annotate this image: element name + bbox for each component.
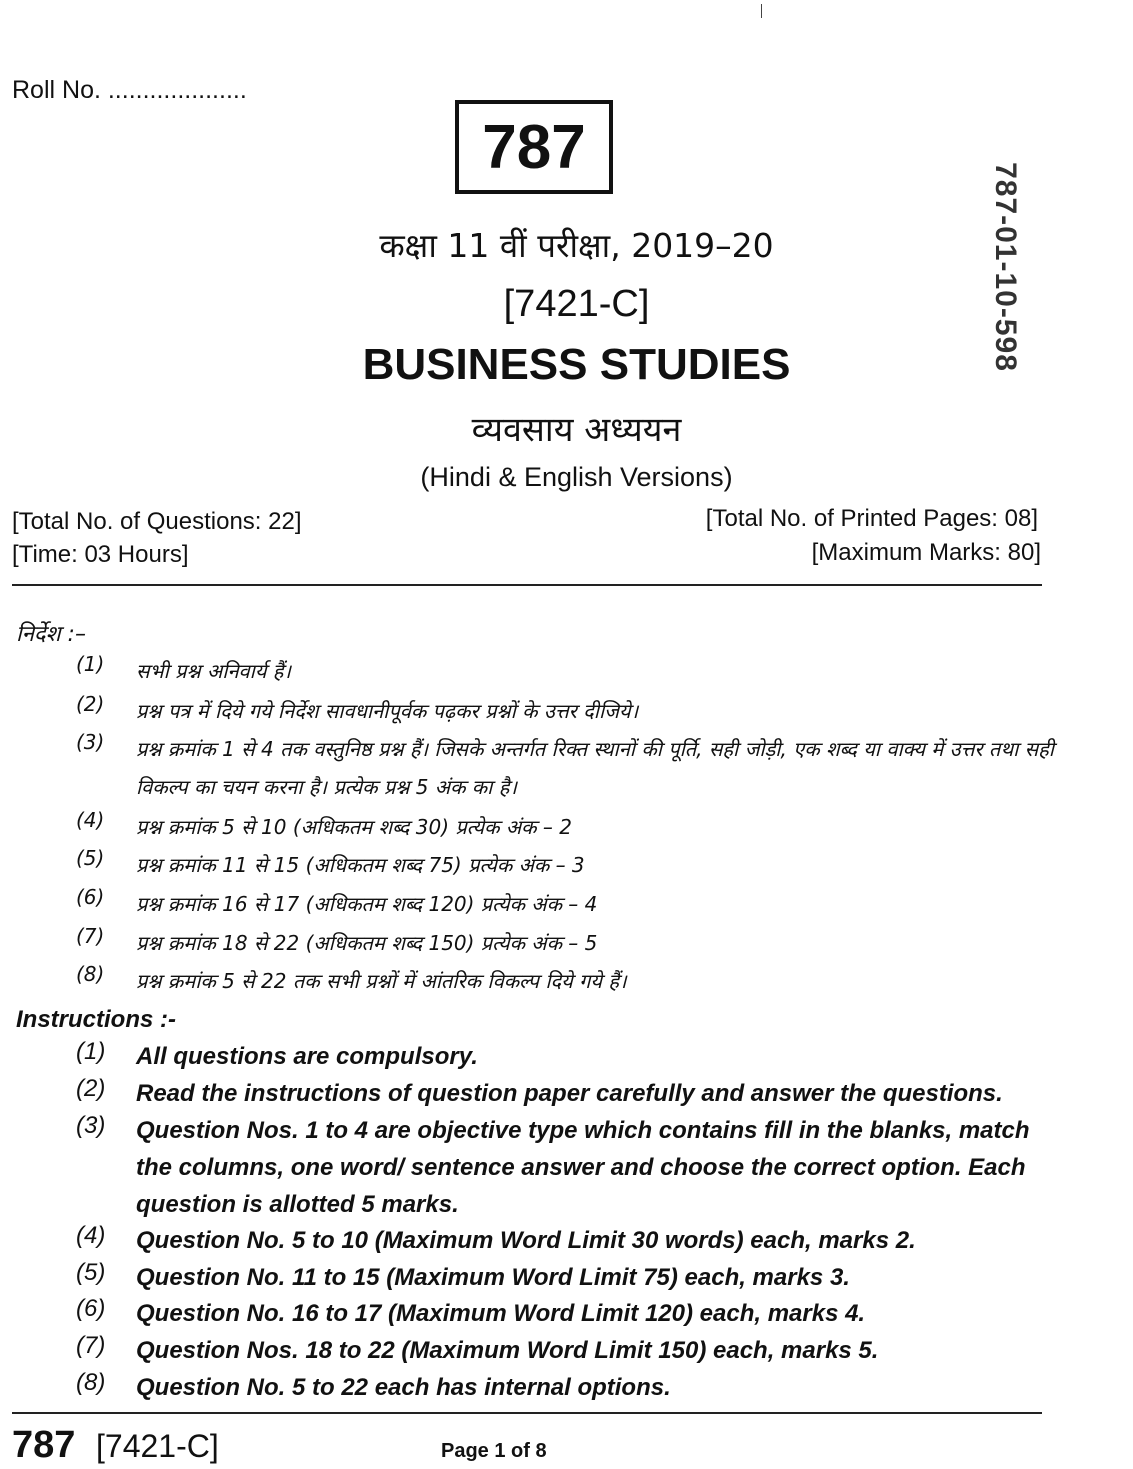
hindi-instruction-item (0, 924, 1133, 962)
item-number: (3) (76, 730, 105, 754)
english-instructions-heading: Instructions :- (16, 1006, 176, 1033)
english-instruction-item (0, 1222, 1133, 1259)
scan-mark (761, 4, 762, 18)
item-number: (6) (76, 885, 105, 909)
footer-paper-code: [7421-C] (96, 1428, 219, 1464)
hindi-instruction-item (0, 808, 1133, 846)
subject-title-hindi: व्यवसाय अध्ययन (471, 410, 682, 450)
item-number: (1) (76, 1038, 106, 1065)
item-number: (4) (76, 1222, 106, 1249)
hindi-instruction-item (0, 846, 1133, 884)
english-instruction-item (0, 1075, 1133, 1112)
exam-title: कक्षा 11 वीं परीक्षा, 2019–20 (379, 226, 774, 265)
item-text: Question No. 11 to 15 (Maximum Word Limit 75) each, marks 3. (136, 1264, 850, 1291)
item-text: प्रश्न क्रमांक 1 से 4 तक वस्तुनिष्ठ प्रश्न हैं। जिसके अन्तर्गत रिक्त स्थानों की पूर्ति, सही जोड़ी, एक शब्द या वाक्य में उत्तर तथा सही विकल्प का चयन करना है। प्रत्येक प्रश्न 5 अंक का है। (136, 737, 1054, 799)
versions-note: (Hindi & English Versions) (420, 462, 733, 492)
hindi-instruction-item (0, 692, 1133, 730)
item-number: (4) (76, 808, 105, 832)
maximum-marks: [Maximum Marks: 80] (811, 539, 1041, 566)
english-instruction-item (0, 1259, 1133, 1296)
hindi-instruction-item (0, 962, 1133, 1000)
item-text: प्रश्न क्रमांक 5 से 10 (अधिकतम शब्द 30) प्रत्येक अंक – 2 (136, 815, 572, 839)
item-number: (5) (76, 1259, 106, 1286)
page-number: Page 1 of 8 (441, 1440, 547, 1462)
item-number: (8) (76, 962, 105, 986)
hindi-instructions-heading: निर्देश :– (16, 622, 86, 647)
roll-number-field: Roll No. .................... (12, 76, 247, 104)
english-instruction-item (0, 1332, 1133, 1369)
item-text: सभी प्रश्न अनिवार्य हैं। (136, 659, 292, 683)
item-text: Question No. 5 to 22 each has internal options. (136, 1374, 671, 1401)
paper-number: 787 (482, 112, 586, 182)
item-number: (8) (76, 1369, 106, 1396)
item-number: (1) (76, 652, 105, 676)
english-instruction-item (0, 1038, 1133, 1075)
paper-code: [7421-C] (503, 283, 650, 325)
hindi-instruction-item (0, 652, 1133, 690)
printed-pages: [Total No. of Printed Pages: 08] (705, 505, 1038, 532)
paper-number-box (455, 100, 613, 194)
item-text: Question No. 16 to 17 (Maximum Word Limit 120) each, marks 4. (136, 1300, 866, 1327)
total-questions: [Total No. of Questions: 22] (12, 508, 302, 535)
item-number: (3) (76, 1112, 106, 1139)
item-number: (6) (76, 1295, 106, 1322)
item-number: (2) (76, 1075, 106, 1102)
item-number: (7) (76, 1332, 106, 1359)
hindi-instruction-item (0, 730, 1133, 808)
item-text: प्रश्न क्रमांक 18 से 22 (अधिकतम शब्द 150) प्रत्येक अंक – 5 (136, 931, 598, 955)
item-text: प्रश्न पत्र में दिये गये निर्देश सावधानीपूर्वक पढ़कर प्रश्नों के उत्तर दीजिये। (136, 699, 639, 723)
english-instruction-item (0, 1369, 1133, 1406)
item-text: Question Nos. 1 to 4 are objective type which contains fill in the blanks, match the columns, one word/ sentence answer and choose the correct option. Each question is allotted 5 marks. (136, 1117, 1030, 1218)
english-instruction-item (0, 1295, 1133, 1332)
footer-divider (12, 1412, 1042, 1414)
english-instruction-item (0, 1112, 1133, 1223)
footer-paper-number: 787 (12, 1424, 76, 1466)
item-number: (7) (76, 924, 105, 948)
item-number: (5) (76, 846, 105, 870)
item-text: प्रश्न क्रमांक 11 से 15 (अधिकतम शब्द 75) प्रत्येक अंक – 3 (136, 853, 585, 877)
subject-title: BUSINESS STUDIES (362, 340, 791, 389)
header-divider (12, 584, 1042, 586)
item-text: Read the instructions of question paper carefully and answer the questions. (136, 1080, 1003, 1107)
side-serial-code: 787-01-10-598 (989, 162, 1022, 372)
item-text: Question No. 5 to 10 (Maximum Word Limit 30 words) each, marks 2. (136, 1227, 916, 1254)
time-allowed: [Time: 03 Hours] (12, 541, 189, 568)
hindi-instruction-item (0, 885, 1133, 923)
item-text: प्रश्न क्रमांक 16 से 17 (अधिकतम शब्द 120) प्रत्येक अंक – 4 (136, 892, 598, 916)
item-text: All questions are compulsory. (136, 1043, 478, 1070)
item-text: प्रश्न क्रमांक 5 से 22 तक सभी प्रश्नों में आंतरिक विकल्प दिये गये हैं। (136, 969, 627, 993)
item-number: (2) (76, 692, 105, 716)
item-text: Question Nos. 18 to 22 (Maximum Word Limit 150) each, marks 5. (136, 1337, 879, 1364)
